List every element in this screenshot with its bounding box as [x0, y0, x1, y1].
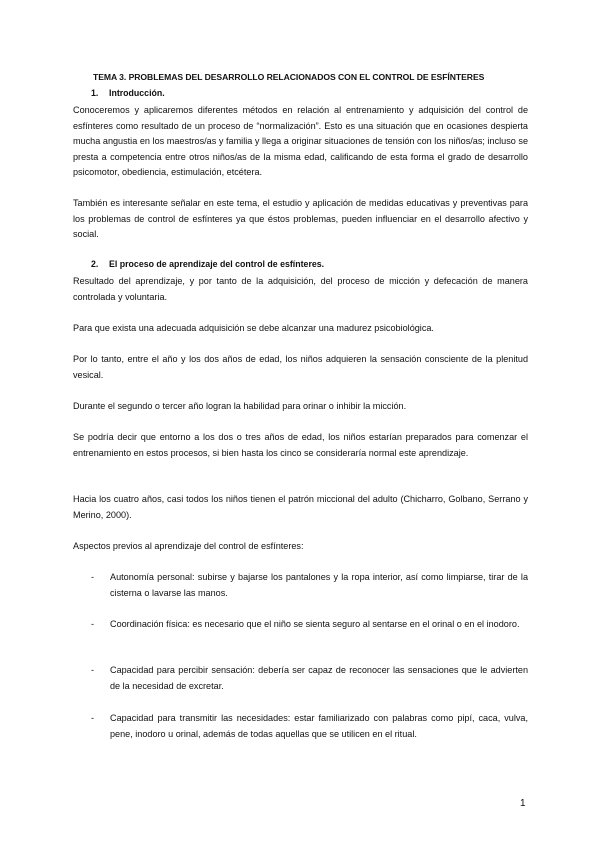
- paragraph-patron-miccional: Hacia los cuatro años, casi todos los niños tienen el patrón miccional del adulto (Chicharro, Golbano, Serrano y Merino, 2000).: [73, 494, 528, 520]
- section-heading-text: Introducción.: [109, 88, 165, 98]
- paragraph-aspectos-previos: Aspectos previos al aprendizaje del control de esfínteres:: [73, 541, 304, 551]
- paragraph-entrenamiento: Se podría decir que entorno a los dos o tres años de edad, los niños estarían preparados para comenzar el entrenamiento en estos procesos, si bien hasta los cinco se consideraría normal este aprendizaje.: [73, 432, 528, 458]
- paragraph-plenitud: Por lo tanto, entre el año y los dos años de edad, los niños adquieren la sensación consciente de la plenitud vesical.: [73, 354, 528, 380]
- list-item: [91, 663, 528, 694]
- list-item-text: Capacidad para percibir sensación: debería ser capaz de reconocer las sensaciones que le advierten de la necesidad de excretar.: [110, 665, 528, 691]
- section-heading-text: El proceso de aprendizaje del control de esfínteres.: [109, 259, 325, 269]
- section-heading-proceso: [91, 259, 324, 269]
- list-item: [91, 711, 528, 742]
- paragraph-intro-1: Conoceremos y aplicaremos diferentes métodos en relación al entrenamiento y adquisición del control de esfínteres como resultado de un proceso de “normalización”. Esto es una situación que en ocasiones despierta mucha angustia en los maestros/as y familia y llega a originar situaciones de tensión con los niños/as; incluso se presta a competencia entre otros niños/as de la misma edad, calificando de esta forma el grado de desarrollo psicomotor, obediencia, estimulación, etcétera.: [73, 105, 528, 177]
- list-item-text: Capacidad para transmitir las necesidades: estar familiarizado con palabras como pipí, caca, vulva, pene, inodoro u orinal, además de todas aquellas que se utilicen en el ritual.: [110, 713, 528, 739]
- bullet-marker: -: [91, 713, 95, 723]
- paragraph-resultado: Resultado del aprendizaje, y por tanto de la adquisición, del proceso de micción y defecación de manera controlada y voluntaria.: [73, 276, 528, 302]
- list-item: [91, 617, 528, 633]
- list-item-text: Coordinación física: es necesario que el niño se sienta seguro al sentarse en el orinal o en el inodoro.: [110, 619, 520, 629]
- page-title: TEMA 3. PROBLEMAS DEL DESARROLLO RELACIONADOS CON EL CONTROL DE ESFÍNTERES: [93, 72, 485, 82]
- section-heading-introduccion: [91, 88, 165, 98]
- paragraph-madurez: Para que exista una adecuada adquisición se debe alcanzar una madurez psicobiológica.: [73, 323, 434, 333]
- bullet-marker: -: [91, 572, 95, 582]
- paragraph-intro-2: También es interesante señalar en este tema, el estudio y aplicación de medidas educativas y preventivas para los problemas de control de esfínteres ya que éstos problemas, pueden influenciar en el desarrollo afectivo y social.: [73, 198, 528, 239]
- paragraph-miccion: Durante el segundo o tercer año logran la habilidad para orinar o inhibir la micción.: [73, 401, 407, 411]
- list-item: [91, 570, 528, 601]
- section-number: 1.: [91, 88, 99, 98]
- list-item-text: Autonomía personal: subirse y bajarse los pantalones y la ropa interior, así como limpiarse, tirar de la cisterna o lavarse las manos.: [110, 572, 528, 598]
- bullet-marker: -: [91, 665, 95, 675]
- bullet-marker: -: [91, 619, 95, 629]
- section-number: 2.: [91, 259, 99, 269]
- page-number: 1: [520, 798, 526, 809]
